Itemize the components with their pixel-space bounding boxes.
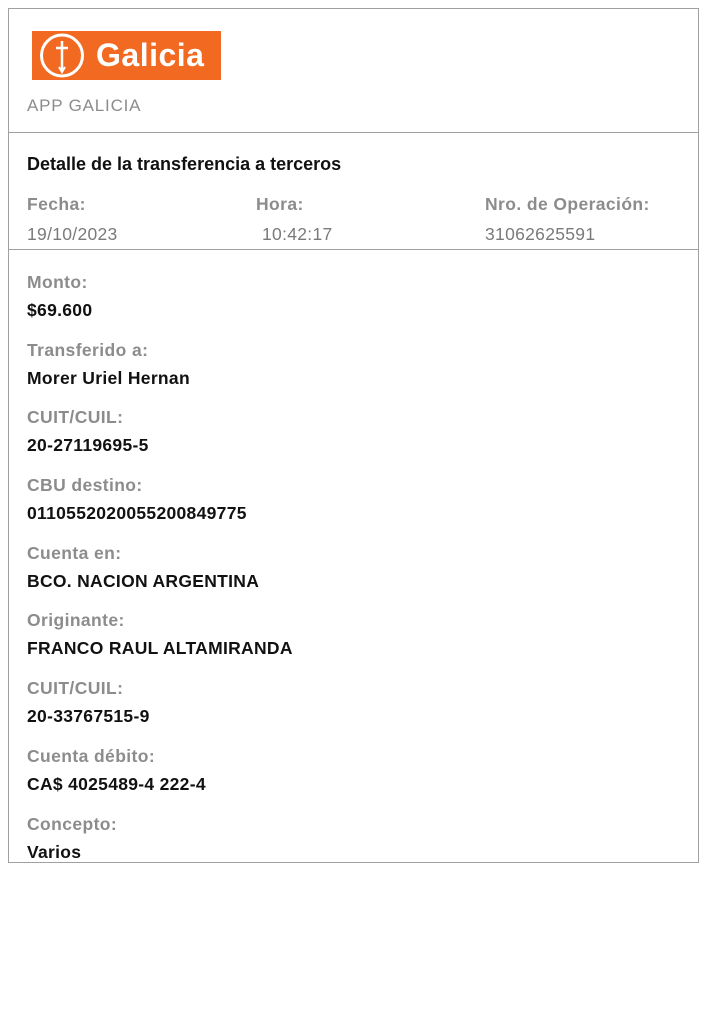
date-column	[27, 194, 118, 245]
time-value: 10:42:17	[262, 224, 333, 244]
app-name: APP GALICIA	[27, 96, 142, 115]
field-value: Varios	[27, 841, 82, 862]
concept-field	[27, 813, 293, 881]
field-label: CUIT/CUIL:	[27, 678, 124, 699]
operation-column	[485, 194, 650, 245]
receipt-header	[9, 9, 698, 133]
operation-label: Nro. de Operación:	[485, 194, 650, 214]
field-label: Cuenta débito:	[27, 745, 156, 766]
logo-text: Galicia	[96, 37, 205, 73]
field-label: CBU destino:	[27, 475, 143, 496]
bank-field	[27, 542, 293, 610]
field-label: CUIT/CUIL:	[27, 407, 124, 428]
field-value: CA$ 4025489-4 222-4	[27, 773, 206, 794]
operation-value: 31062625591	[485, 224, 596, 244]
summary-title: Detalle de la transferencia a terceros	[27, 154, 342, 174]
field-label: Monto:	[27, 272, 88, 292]
transfer-receipt	[8, 8, 699, 863]
time-label: Hora:	[256, 194, 304, 214]
galicia-logo	[32, 31, 221, 80]
field-value: 0110552020055200849775	[27, 503, 247, 524]
field-value: BCO. NACION ARGENTINA	[27, 570, 260, 591]
field-label: Originante:	[27, 610, 125, 631]
cbu-field	[27, 474, 293, 542]
field-label: Concepto:	[27, 813, 118, 834]
field-label: Cuenta en:	[27, 542, 122, 563]
recipient-field	[27, 339, 293, 407]
galicia-emblem-icon	[32, 31, 92, 80]
field-value: 20-27119695-5	[27, 435, 149, 456]
transfer-fields	[27, 271, 293, 880]
time-column	[256, 194, 333, 245]
originator-cuit-field	[27, 677, 293, 745]
transfer-summary	[9, 132, 698, 250]
recipient-cuit-field	[27, 406, 293, 474]
date-value: 19/10/2023	[27, 224, 118, 244]
amount-field	[27, 271, 293, 339]
field-value: $69.600	[27, 300, 93, 320]
field-label: Transferido a:	[27, 339, 149, 360]
field-value: 20-33767515-9	[27, 706, 150, 727]
field-value: FRANCO RAUL ALTAMIRANDA	[27, 638, 293, 659]
field-value: Morer Uriel Hernan	[27, 367, 190, 388]
date-label: Fecha:	[27, 194, 86, 214]
originator-field	[27, 609, 293, 677]
debit-account-field	[27, 745, 293, 813]
